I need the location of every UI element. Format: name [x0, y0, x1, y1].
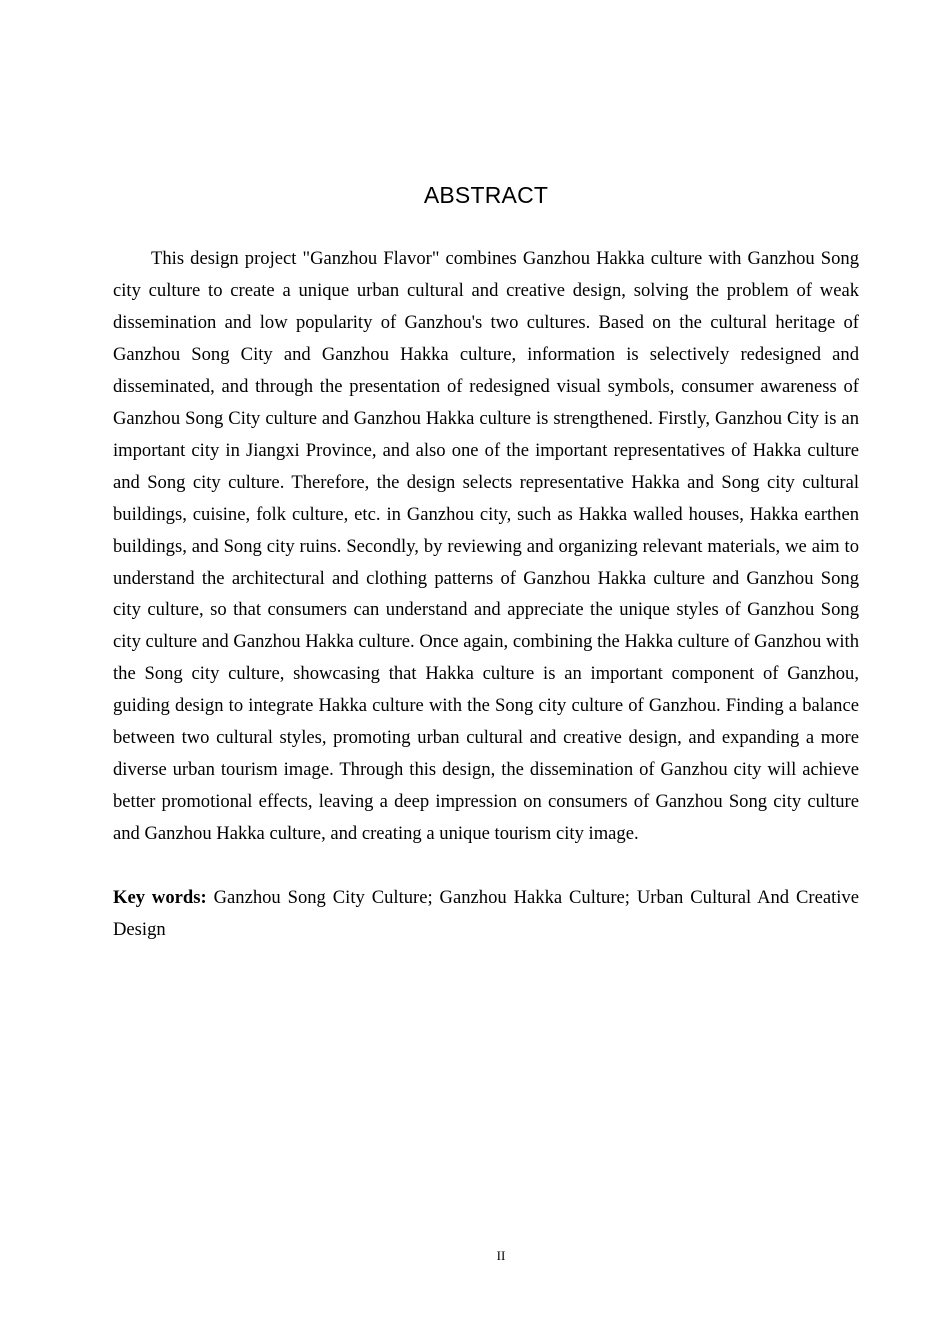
- keywords-text: Ganzhou Song City Culture; Ganzhou Hakka Culture; Urban Cultural And Creative Design: [113, 887, 859, 940]
- keywords-label: Key words:: [113, 887, 207, 908]
- page-number: II: [496, 1248, 506, 1263]
- abstract-paragraph: This design project "Ganzhou Flavor" combines Ganzhou Hakka culture with Ganzhou Song city culture to create a unique urban cultural and creative design, solving the problem of weak dissemination and low popularity of Ganzhou's two cultures. Based on the cultural heritage of Ganzhou Song City and Ganzhou Hakka culture, information is selectively redesigned and disseminated, and through the presentation of redesigned visual symbols, consumer awareness of Ganzhou Song City culture and Ganzhou Hakka culture is strengthened. Firstly, Ganzhou City is an important city in Jiangxi Province, and also one of the important representatives of Hakka culture and Song city culture. Therefore, the design selects representative Hakka and Song city cultural buildings, cuisine, folk culture, etc. in Ganzhou city, such as Hakka walled houses, Hakka earthen buildings, and Song city ruins. Secondly, by reviewing and organizing relevant materials, we aim to understand the architectural and clothing patterns of Ganzhou Hakka culture and Ganzhou Song city culture, so that consumers can understand and appreciate the unique styles of Ganzhou Song city culture and Ganzhou Hakka culture. Once again, combining the Hakka culture of Ganzhou with the Song city culture, showcasing that Hakka culture is an important component of Ganzhou, guiding design to integrate Hakka culture with the Song city culture of Ganzhou. Finding a balance between two cultural styles, promoting urban cultural and creative design, and expanding a more diverse urban tourism image. Through this design, the dissemination of Ganzhou city will achieve better promotional effects, leaving a deep impression on consumers of Ganzhou Song city culture and Ganzhou Hakka culture, and creating a unique tourism city image.: [113, 248, 859, 845]
- keywords-paragraph: [113, 882, 859, 946]
- page-title: ABSTRACT: [423, 182, 549, 208]
